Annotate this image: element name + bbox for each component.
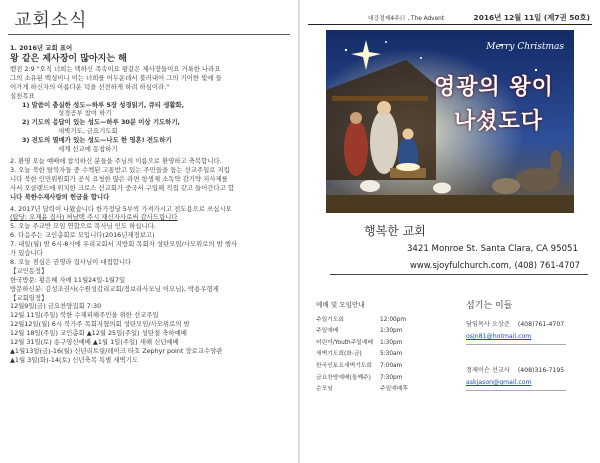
news-line: 1) 말씀이 충실한 성도—하루 5장 성경읽기, 큐티 생활화, — [22, 100, 185, 109]
worship-time: 주일예배후 — [380, 386, 408, 393]
contact-divider — [330, 274, 588, 275]
worship-name: 어린이/Youth주일예배 — [316, 339, 374, 346]
church-address: 3421 Monroe St. Santa Clara, CA 95051 — [406, 244, 578, 254]
news-line: 니다 북한 인민위원회가 공식 요청한 많은 라면 항생제 소독약 감기약 지사제를 — [10, 174, 228, 183]
news-line: 니다 북한수재사랑의 헌금을 합니다 — [10, 192, 110, 201]
news-line: 2) 기도의 응답이 있는 성도—하루 30분 이상 기도하기, — [22, 118, 180, 127]
news-line: 왕 같은 제사장이 많아지는 해 — [10, 53, 127, 64]
staff-contacts-title: 섬기는 이들 — [466, 301, 513, 311]
worship-row — [316, 361, 436, 373]
website-link[interactable]: www.sjoyfulchurch.com, — [410, 260, 512, 270]
worship-name: 새벽기도회(화-금) — [316, 351, 362, 358]
worship-row — [316, 315, 436, 327]
worship-name: 순모임 — [316, 386, 333, 393]
poster-title-line-1: 영광의 왕이 — [434, 75, 554, 100]
news-line: 7. 내일(월) 밤 6시-8시에 우리교회서 지방회 목회자 성탄모임/사모위로의 밤 행사 — [10, 240, 238, 249]
worship-schedule — [316, 300, 436, 396]
worship-time: 12:00pm — [380, 316, 407, 323]
worship-row — [316, 349, 436, 361]
worship-schedule-title: 예배 및 모임안내 — [316, 301, 365, 309]
news-line: 12월12일(월) 6시 북가주 목회자협의회 성탄모임/사모위로의 밤 — [10, 320, 190, 329]
worship-row — [316, 384, 436, 396]
news-line: 한국방문: 황은혜 자매 11월24일-1월7일 — [10, 275, 126, 284]
news-line: 새벽기도, 금요기도회 — [58, 127, 118, 136]
right-page — [300, 0, 600, 463]
staff-name: 정제이슨 선교사 — [466, 367, 510, 374]
news-line: 사서 오클랜드에 위치한 크로스 선교회가 중국서 구입해 직접 갖고 들어간다고 합 — [10, 183, 235, 192]
staff-contacts — [466, 298, 586, 411]
news-line: 【교회일정】 — [10, 293, 48, 302]
news-line: ▲1월13일(금)-16(월) 신년리트릿/레이크 타호 Zephyr point 장로교수양관 — [10, 347, 223, 355]
worship-time: 5:30am — [380, 351, 403, 358]
news-line: 2. 환영 오늘 예배에 참석하신 분들을 주님의 이름으로 환영하고 축복합니다. — [10, 156, 222, 165]
news-line: 8. 오늘 점심은 권영라 집사님이 대접합니다 — [10, 257, 132, 266]
worship-time: 7:00am — [380, 362, 403, 369]
news-line: 3) 전도의 열매가 있는 성도—나도 한 영혼! 전도하기 — [22, 136, 172, 145]
news-line: 1. 2016년 교회 표어 — [10, 44, 73, 52]
christmas-poster — [326, 30, 574, 213]
poster-title-line-2: 나셨도다 — [454, 109, 544, 134]
worship-name: 주일예배 — [316, 328, 339, 335]
staff-role-phone — [466, 365, 586, 377]
news-line: ▲1월 3일(화)-14(토) 신년축복 특별 새벽기도 — [10, 355, 139, 364]
news-line: 방문하신분: 김성조권사(수원성감리교회/정보라사모님 이모님), 박용우형제 — [10, 284, 219, 293]
merry-christmas-text: Merry Christmas — [486, 42, 564, 52]
staff-divider — [466, 344, 566, 345]
news-line: 어가게 하신자의 아름다운 덕을 선전하게 하려 하심이라." — [10, 82, 170, 91]
news-line: 【교인동정】 — [10, 266, 48, 275]
news-line: 5. 오늘 주교반 모임 연합으로 목사님 인도 하십니다. — [10, 222, 156, 231]
staff-name: 담임목사 오상준 — [466, 321, 510, 328]
church-name: 행복한 교회 — [364, 224, 426, 238]
news-line: 실천목표 — [10, 91, 35, 100]
worship-row — [316, 338, 436, 350]
worship-name: 금요찬양예배(둘째주) — [316, 374, 371, 381]
staff-email-link[interactable]: askjason@gmail.com — [466, 379, 532, 386]
worship-row — [316, 373, 436, 385]
worship-list — [316, 315, 436, 396]
news-line: 그의 소유된 백성이니 이는 너희를 어두운데서 불러내어 그의 기이한 빛에 들 — [10, 73, 222, 82]
news-body — [10, 44, 292, 365]
news-line: 세계 선교에 동참하기 — [58, 145, 118, 154]
worship-name: 주일기도회 — [316, 316, 344, 323]
worship-time: 1:30pm — [380, 339, 403, 346]
news-line: 12월 11일(주일) 북한 수재피해주민을 위한 선교주일 — [10, 311, 159, 320]
staff-divider — [466, 390, 566, 391]
news-line: 3. 오늘 북한 탈북자들 중 수책된 고통받고 있는 주민들을 돕는 선교주일로 지킵 — [10, 165, 230, 174]
left-page — [0, 0, 298, 463]
news-line: (탐당: 오재윤 집사) 허남택 주시 재신자사로써 감사드립니다 — [10, 213, 178, 222]
bulletin-header — [308, 10, 592, 25]
header-date: 2016년 12월 11일 (제7권 50호) — [473, 13, 590, 22]
worship-time: 1:30pm — [380, 328, 403, 335]
news-line: 12월 31일(토) 송구영신예배 ▲1월 1일(주일) 새해 신년예배 — [10, 338, 179, 347]
news-line: 12월 18일(주일) 교인총회 ▲12월 25일(주일) 성탄절 축하예배 — [10, 329, 187, 338]
news-line: 4. 2017년 달력이 나왔습니다 한가정당 5부씩 가져가시고 전도용으로 쓰십시오 — [10, 204, 232, 213]
staff-email-link[interactable]: osjn81@hotmail.com — [466, 333, 532, 340]
title-divider — [8, 34, 290, 35]
church-phone: (408) 761-4707 — [514, 260, 580, 270]
page-title: 교회소식 — [14, 10, 88, 31]
staff-list — [466, 319, 586, 391]
worship-name: 한국인토요새벽기도회 — [316, 362, 372, 369]
worship-time: 7:30pm — [380, 374, 403, 381]
staff-role-phone — [466, 319, 586, 331]
news-line: 벧전 2:9 "오직 너희는 택하신 족속이요 왕같은 제사장들이요 거룩한 나라요 — [10, 64, 221, 73]
staff-phone: (408)761-4707 — [517, 321, 565, 328]
news-line: 성경공부 참여 하기 — [58, 109, 112, 118]
staff-phone: (408)316-7195 — [517, 367, 565, 374]
news-line: 12월9일(금) 금요찬양집회 7:30 — [10, 302, 102, 311]
header-service-label: 대강절제4주日 , The Advent — [368, 16, 445, 22]
news-line: 가 있습니다 — [10, 249, 43, 258]
news-line: 6. 다음주는 교인총회로 모입니다(2016년재정보고) — [10, 231, 155, 240]
worship-row — [316, 326, 436, 338]
